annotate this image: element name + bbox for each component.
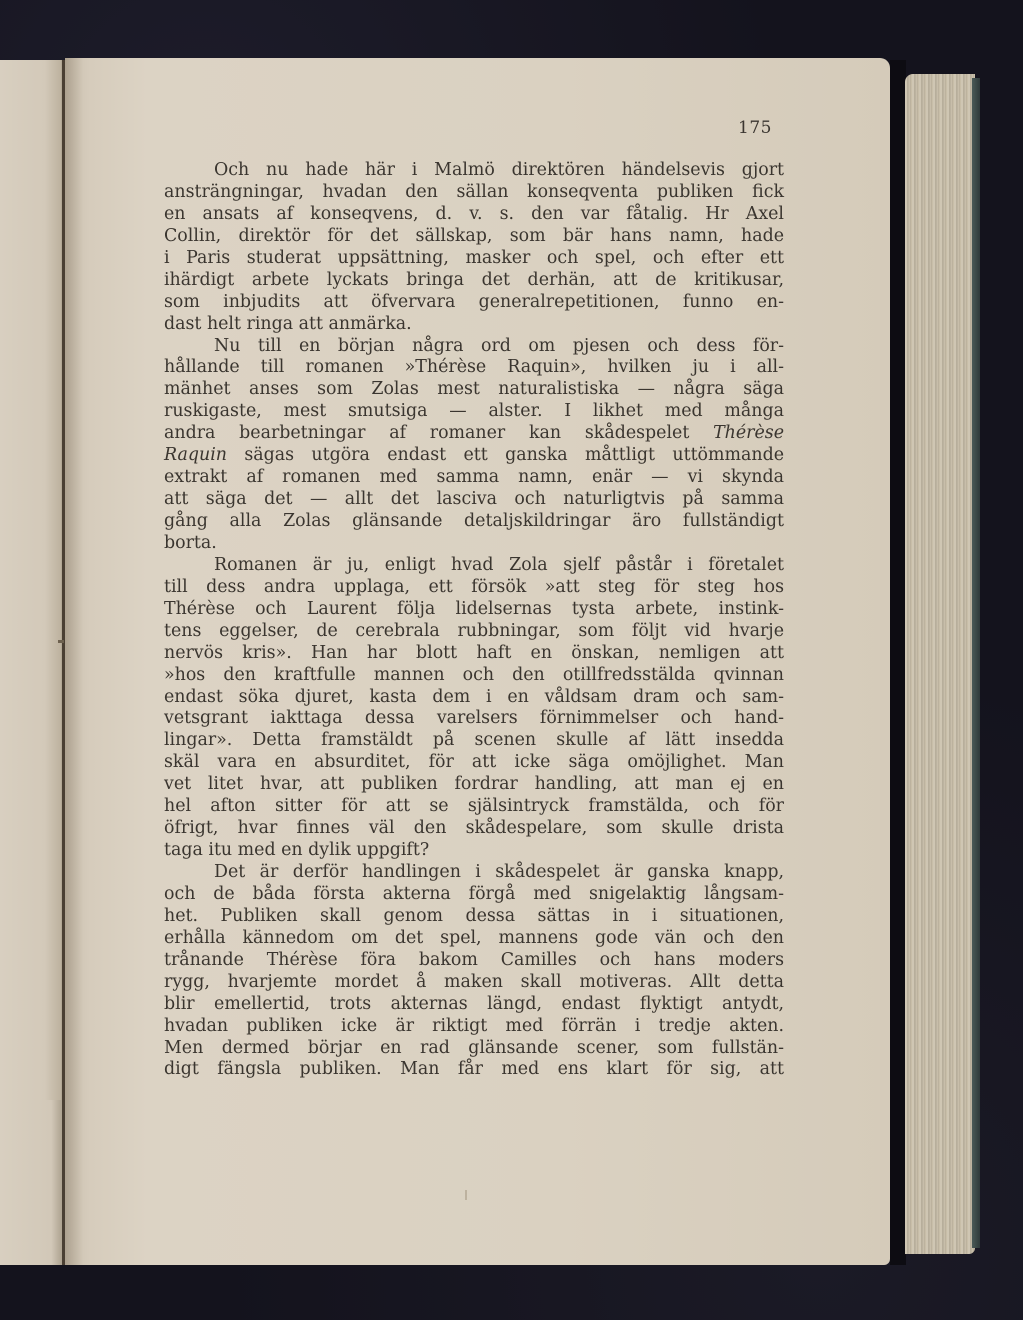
text-line: Collin, direktör för det sällskap, som bär hans namn, hade [164, 225, 784, 246]
text-line: Och nu hade här i Malmö direktören händelsevis gjort [214, 160, 784, 180]
text-line: gång alla Zolas glänsande detaljskildringar äro fullständigt [164, 511, 784, 531]
text-line: vet litet hvar, att publiken fordrar handling, att man ej en [164, 774, 784, 795]
text-line: och de båda första akterna förgå med snigelaktig långsam- [164, 883, 784, 904]
text-line: Det är derför handlingen i skådespelet är ganska knapp, [214, 862, 784, 882]
text-line: nervös kris». Han har blott haft en önskan, nemligen att [164, 642, 784, 663]
page-shadow [890, 60, 906, 1265]
text-line: »hos den kraftfulle mannen och den otillfredsstälda qvinnan [164, 664, 784, 685]
text-line: hel afton sitter för att se själsintryck framstälda, och för [164, 796, 784, 817]
text-line: ihärdigt arbete lyckats bringa det derhän, att de kritikusar, [164, 269, 784, 290]
text-line: borta. [164, 532, 217, 553]
text-line: trånande Thérèse föra bakom Camilles och hans moders [164, 949, 784, 970]
text-line: mänhet anses som Zolas mest naturalistiska — några säga [164, 379, 784, 400]
text-line: Romanen är ju, enligt hvad Zola sjelf påstår i företalet [214, 554, 784, 575]
text-line: vetsgrant iakttaga dessa varelsers förnimmelser och hand- [164, 708, 784, 729]
text-line: erhålla kännedom om det spel, mannens gode vän och den [164, 927, 784, 948]
facing-page-edge-lower [0, 1100, 64, 1265]
italic-title: Thérèse [713, 423, 784, 444]
text-line: taga itu med en dylik uppgift? [164, 840, 430, 861]
text-line: att säga det — allt det lasciva och naturligtvis på samma [164, 489, 784, 510]
text-line: öfrigt, hvar finnes väl den skådespelare, som skulle drista [164, 818, 784, 839]
gutter-mark [58, 640, 64, 643]
text-line: till dess andra upplaga, ett försök »att steg för steg hos [164, 576, 784, 597]
text-line: andra bearbetningar af romaner kan skådespelet Thérèse [164, 423, 784, 444]
text-line: som inbjudits att öfvervara generalrepetitionen, funno en- [164, 291, 784, 312]
text-line: tens eggelser, de cerebrala rubbningar, som följt vid hvarje [164, 620, 784, 641]
text-line: ruskigaste, mest smutsiga — alster. I likhet med många [164, 401, 784, 422]
text-line: lingar». Detta framstäldt på scenen skulle af lätt insedda [164, 730, 784, 751]
text-line: skäl vara en absurditet, för att icke säga omöjlighet. Man [164, 752, 784, 773]
printer-mark [465, 1190, 467, 1200]
text-line: extrakt af romanen med samma namn, enär — vi skynda [164, 467, 784, 488]
text-line: ansträngningar, hvadan den sällan konseqventa publiken fick [164, 181, 784, 202]
text-line: Men dermed börjar en rad glänsande scener, som fullstän- [164, 1037, 784, 1058]
page-stack-edges [905, 74, 975, 1254]
text-line: rygg, hvarjemte mordet å maken skall motiveras. Allt detta [164, 971, 784, 992]
text-line: i Paris studerat uppsättning, masker och spel, och efter ett [164, 247, 784, 268]
book-cover-edge [972, 78, 980, 1248]
body-text [164, 160, 784, 1081]
text-line: hvadan publiken icke är riktigt med förrän i tredje akten. [164, 1015, 784, 1036]
text-line: dast helt ringa att anmärka. [164, 313, 412, 334]
text-line: het. Publiken skall genom dessa sättas in i situationen, [164, 905, 784, 926]
text-line: Thérèse och Laurent följa lidelsernas tysta arbete, instink- [164, 598, 784, 619]
text-line: blir emellertid, trots akternas längd, endast flyktigt antydt, [164, 993, 784, 1014]
text-line: endast söka djuret, kasta dem i en våldsam dram och sam- [164, 686, 784, 707]
text-line: digt fängsla publiken. Man får med ens klart för sig, att [164, 1059, 784, 1080]
page-number: 175 [738, 118, 772, 138]
text-line: en ansats af konseqvens, d. v. s. den var fåtalig. Hr Axel [164, 203, 784, 224]
page-fold-shadow [65, 58, 83, 1265]
text-line: Nu till en början några ord om pjesen och dess för- [214, 335, 784, 356]
facing-page-edge [0, 60, 64, 1115]
text-line: hållande till romanen »Thérèse Raquin», hvilken ju i all- [164, 357, 784, 378]
book-gutter [62, 60, 65, 1265]
italic-title: Raquin [164, 445, 227, 466]
text-line: Raquin sägas utgöra endast ett ganska måttligt uttömmande [164, 445, 784, 466]
